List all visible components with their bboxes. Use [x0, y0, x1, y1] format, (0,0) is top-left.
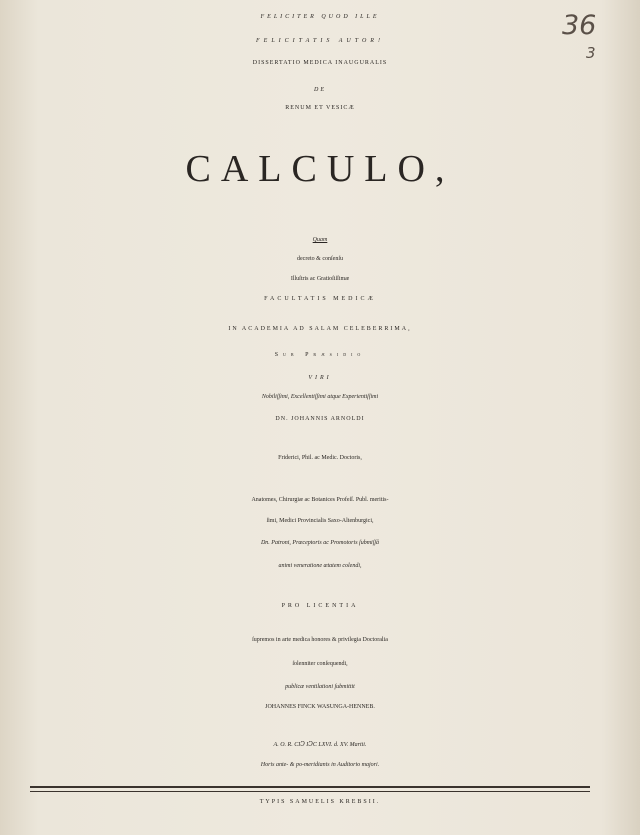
date-line: A. O. R. CIↃ IↃC LXVI. d. XV. Martii.	[273, 742, 367, 748]
patroni-line: Dn. Patroni, Præceptoris ac Promotoris ſubmiſſâ	[260, 540, 380, 546]
praeses-surname-title: Friderici, Phil. ac Medic. Doctoris,	[278, 455, 362, 461]
invocation-line-1: FELICITER QUOD ILLE	[260, 14, 380, 20]
viri-line: VIRI	[308, 375, 332, 381]
praeses-name: DN. JOHANNIS ARNOLDI	[275, 416, 365, 422]
respondent-name: JOHANNES FINCK WASUNGA-HENNEB.	[265, 704, 375, 710]
academia-line: IN ACADEMIA AD SALAM CELEBERRIMA,	[228, 326, 412, 332]
veneratione-line: animi veneratione ætatem colendi,	[278, 563, 362, 569]
ventilationi-line: publicæ ventilationi ſubmittit	[285, 684, 355, 690]
imprint-rule	[30, 786, 590, 788]
quam-line: Quam	[312, 237, 328, 243]
page-number-mark: 3	[586, 44, 596, 62]
facultatis-line: FACULTATIS MEDICÆ	[264, 296, 376, 302]
praeses-offices-2: ſimi, Medici Provincialis Saxo-Altenburgici,	[266, 518, 374, 524]
page-number: 36	[562, 10, 597, 41]
consequendi-line: ſolenniter conſequendi,	[292, 661, 348, 667]
illustris-line: Illuſtris ac Gratioſiſſimæ	[290, 276, 350, 282]
invocation-line-2: FELICITATIS AUTOR!	[256, 38, 384, 44]
pro-licentia-line: PRO LICENTIA	[281, 603, 359, 609]
de-line: DE	[314, 87, 326, 93]
imprint-line: TYPIS SAMUELIS KREBSII.	[259, 799, 381, 805]
title-renum: RENUM ET VESICÆ	[285, 105, 355, 111]
dissertation-heading: DISSERTATIO MEDICA INAUGURALIS	[252, 60, 388, 66]
decreto-line: decreto & conſenſu	[297, 256, 343, 262]
hours-line: Horis ante- & po-meridianis in Auditorio majori.	[260, 762, 380, 768]
title-calculo: CALCULO,	[185, 148, 455, 190]
epithets-line: Nobiliſſimi, Excellentiſſimi atque Experientiſſimi	[261, 394, 379, 400]
honores-line: ſupremos in arte medica honores & privilegia Doctoralia	[252, 637, 388, 643]
praeses-offices-1: Anatomes, Chirurgiæ ac Botanices Profeſſ. Publ. meritis-	[251, 497, 389, 503]
imprint-rule-thin	[30, 791, 590, 792]
praesidio-line: Sub Præsidio	[274, 352, 366, 358]
